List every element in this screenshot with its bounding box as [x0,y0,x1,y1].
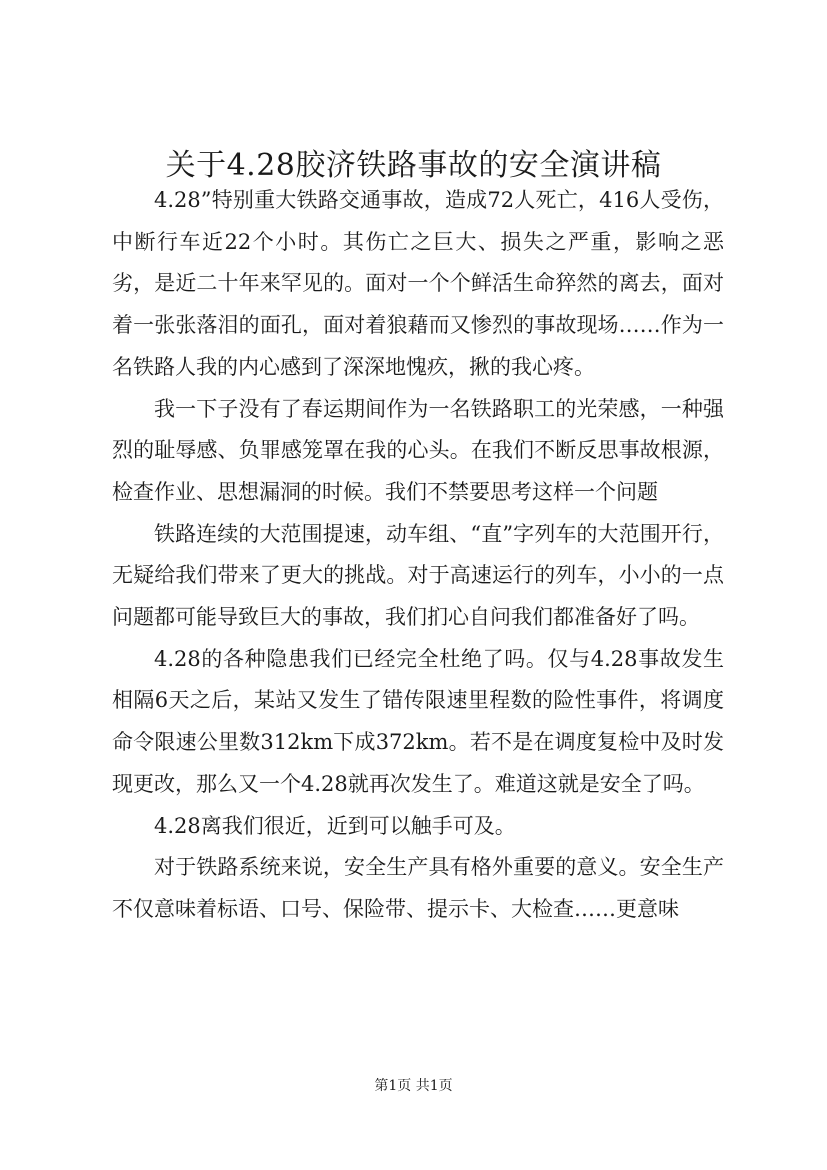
paragraph: 对于铁路系统来说，安全生产具有格外重要的意义。安全生产不仅意味着标语、口号、保险带、提示卡、大检查……更意味 [112,855,724,921]
paragraph: 4.28的各种隐患我们已经完全杜绝了吗。仅与4.28事故发生相隔6天之后，某站又发生了错传限速里程数的险性事件，将调度命令限速公里数312km下成372km。若不是在调度复检中及时发现更改，那么又一个4.28就再次发生了。难道这就是安全了吗。 [112,646,724,796]
paragraph: 4.28离我们很近，近到可以触手可及。 [154,813,516,838]
document-body [112,180,724,931]
paragraph: 铁路连续的大范围提速，动车组、“直”字列车的大范围开行，无疑给我们带来了更大的挑战。对于高速运行的列车，小小的一点问题都可能导致巨大的事故，我们扪心自问我们都准备好了吗。 [112,521,724,630]
paragraph: 4.28”特别重大铁路交通事故，造成72人死亡，416人受伤，中断行车近22个小时。其伤亡之巨大、损失之严重，影响之恶劣，是近二十年来罕见的。面对一个个鲜活生命猝然的离去，面对着一张张落泪的面孔，面对着狼藉而又惨烈的事故现场……作为一名铁路人我的内心感到了深深地愧疚，揪的我心疼。 [112,188,724,379]
page-number-footer: 第1页 共1页 [374,1078,453,1094]
paragraph: 我一下子没有了春运期间作为一名铁路职工的光荣感，一种强烈的耻辱感、负罪感笼罩在我的心头。在我们不断反思事故根源，检查作业、思想漏洞的时候。我们不禁要思考这样一个问题 [112,396,724,504]
document-title: 关于4.28胶济铁路事故的安全演讲稿 [165,148,662,183]
